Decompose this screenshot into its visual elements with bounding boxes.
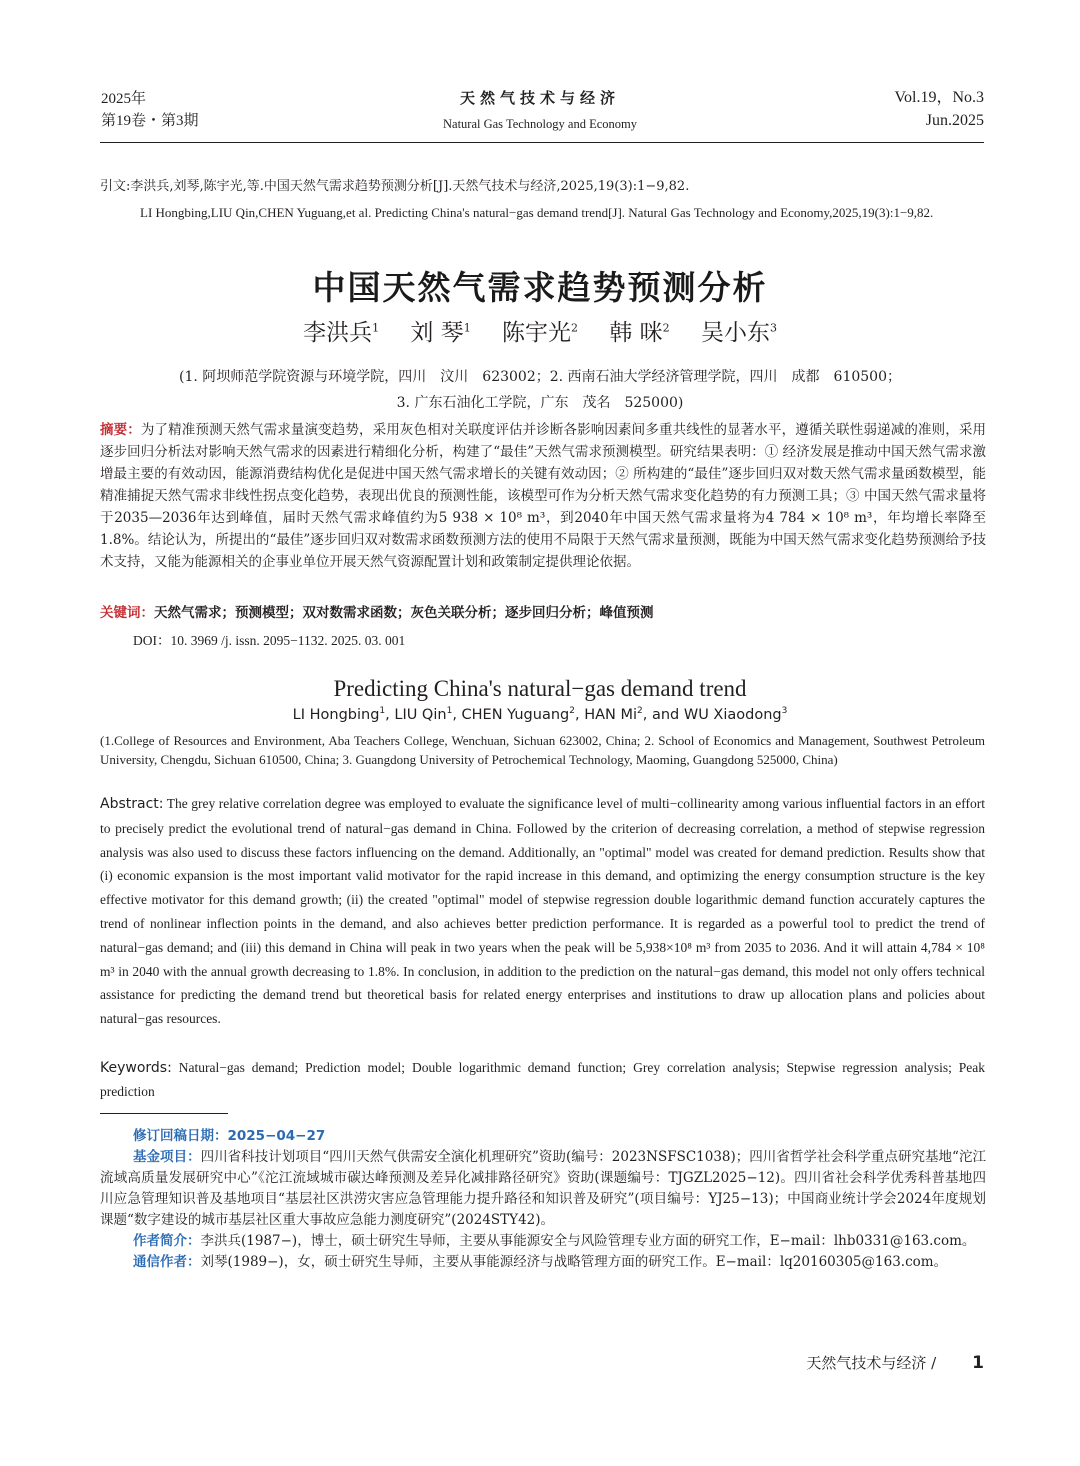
keywords-cn-text: 天然气需求；预测模型；双对数需求函数；灰色关联分析；逐步回归分析；峰值预测 xyxy=(154,605,654,621)
corresponding-author-note: 通信作者：刘琴(1989−)，女，硕士研究生导师，主要从事能源经济与战略管理方面的研究工作。E−mail：lq20160305@163.com。 xyxy=(133,1254,948,1270)
footer-journal: 天然气技术与经济 / xyxy=(806,1354,937,1372)
doi: DOI：10. 3969 /j. issn. 2095−1132. 2025. 03. 001 xyxy=(133,633,406,648)
citation-cn: 引文:李洪兵,刘琴,陈宇光,等.中国天然气需求趋势预测分析[J].天然气技术与经济,2025,19(3):1−9,82. xyxy=(100,179,690,194)
affiliations-en: (1.College of Resources and Environment, Aba Teachers College, Wenchuan, Sichuan 623002, China; 2. School of Economics and Management, Southwest Petroleum University, Chengdu, Sichuan 610500, China; 3. Guangdong University of Petrochemical Technology, Maoming, Guangdong 525000, China) xyxy=(100,733,985,767)
header-right xyxy=(895,86,985,132)
page-number: 1 xyxy=(972,1353,984,1373)
authors-en xyxy=(0,706,1080,723)
author-bio-note: 作者简介：李洪兵(1987−)，博士，硕士研究生导师，主要从事能源安全与风险管理专业方面的研究工作，E−mail：lhb0331@163.com。 xyxy=(133,1233,976,1249)
page-title: 中国天然气需求趋势预测分析 xyxy=(312,268,768,307)
authors-cn xyxy=(0,314,1080,347)
header-vol-no: Vol.19，No.3 xyxy=(894,89,984,106)
header-rule xyxy=(100,142,984,143)
citation-en: LI Hongbing,LIU Qin,CHEN Yuguang,et al. Predicting China's natural−gas demand trend[J]. Natural Gas Technology and Economy,2025,19(3):1−9,82. xyxy=(140,205,934,220)
header-year: 2025年 xyxy=(101,91,147,107)
keywords-en-text: Natural−gas demand; Prediction model; Double logarithmic demand function; Grey correlation analysis; Stepwise regression analysis; Peak prediction xyxy=(100,1060,985,1099)
keywords-en xyxy=(100,1056,985,1104)
abstract-cn xyxy=(100,419,986,573)
footnotes xyxy=(100,1126,986,1273)
abstract-en-label: Abstract: xyxy=(100,796,164,812)
abstract-cn-text: 为了精准预测天然气需求量演变趋势，采用灰色相对关联度评估并诊断各影响因素间多重共线性的显著水平，遵循关联性弱递减的准则，采用逐步回归分析法对影响天然气需求的因素进行精细化分析，构建了“最佳”天然气需求预测模型。研究结果表明：① 经济发展是推动中国天然气需求激增最主要的有效动因，能源消费结构优化是促进中国天然气需求增长的关键有效动因；② 所构建的“最佳”逐步回归双对数天然气需求量函数模型，能精准捕捉天然气需求非线性拐点变化趋势，表现出优良的预测性能，该模型可作为分析天然气需求变化趋势的有力预测工具；③ 中国天然气需求量将于2035—2036年达到峰值，届时天然气需求峰值约为5 938 × 10⁸ m³，到2040年中国天然气需求量将为4 784 × 10⁸ m³，年均增长率降至1.8%。结论认为，所提出的“最佳”逐步回归双对数需求函数预测方法的使用不局限于天然气需求量预测，既能为中国天然气需求变化趋势预测给予技术支持，又能为能源相关的企事业单位开展天然气资源配置计划和政策制定提供理论依据。 xyxy=(100,422,987,570)
author-en: LI Hongbing$^1$, xyxy=(292,706,395,723)
keywords-en-label: Keywords: xyxy=(100,1060,172,1076)
affiliation-line: 3. 广东石油化工学院，广东 茂名 525000) xyxy=(396,395,684,411)
abstract-en-text: The grey relative correlation degree was employed to evaluate the significance level of multi−collinearity among various influential factors in an effort to precisely predict the evolutional trend of natural−gas demand in China. Followed by the criterion of decreasing correlation, a method of stepwise regression analysis was also used to discuss these factors influencing on the demand. Additionally, an "optimal" model was created for demand prediction. Results show that (i) economic expansion is the most important valid motivator for the rapid increase in this demand, and optimizing the energy consumption structure is the key effective motivator for this demand growth; (ii) the created "optimal" model of stepwise regression double logarithmic demand function accurately captures the trend of nonlinear inflection points in the demand, and also achieves better prediction performance. It is regarded as a powerful tool to predict the trend of natural−gas demand; and (iii) this demand in China will peak in two years when the peak will be 5,938×10⁸ m³ from 2035 to 2036. And it will attain 4,784 × 10⁸ m³ in 2040 with the annual growth decreasing to 1.8%. In conclusion, in addition to the prediction on the natural−gas demand, this model not only offers technical assistance for predicting the demand trend but theoretical basis for related energy enterprises and institutions to draw up allocation plans and policies about natural−gas resources. xyxy=(100,796,985,1027)
author-en: HAN Mi$^2$, and xyxy=(584,706,684,723)
keywords-cn xyxy=(100,603,986,623)
page-footer xyxy=(806,1352,984,1373)
author: 韩 咪$^2$ xyxy=(609,320,670,346)
affiliation-line: (1. 阿坝师范学院资源与环境学院，四川 汶川 623002；2. 西南石油大学经济管理学院，四川 成都 610500； xyxy=(179,369,901,385)
footnote-rule xyxy=(100,1113,228,1114)
author-en: LIU Qin$^1$, xyxy=(394,706,462,723)
title-en: Predicting China's natural−gas demand trend xyxy=(333,676,747,701)
affiliations-cn xyxy=(0,364,1080,416)
abstract-en xyxy=(100,792,985,1031)
author: 陈宇光$^2$ xyxy=(502,320,578,346)
author: 刘 琴$^1$ xyxy=(410,320,471,346)
citation-block xyxy=(100,174,985,226)
abstract-cn-label: 摘要： xyxy=(100,422,141,438)
revised-date-note: 修订回稿日期：2025−04−27 xyxy=(133,1128,326,1144)
author: 李洪兵$^1$ xyxy=(303,320,380,346)
author-en: WU Xiaodong$^3$ xyxy=(683,706,788,723)
author: 吴小东$^3$ xyxy=(700,320,777,346)
header-date: Jun.2025 xyxy=(925,112,984,129)
keywords-cn-label: 关键词： xyxy=(100,605,154,621)
journal-name-en: Natural Gas Technology and Economy xyxy=(443,117,637,131)
header-volume-issue: 第19卷・第3期 xyxy=(101,113,199,129)
author-en: CHEN Yuguang$^2$, xyxy=(461,706,585,723)
fund-note: 基金项目：四川省科技计划项目“四川天然气供需安全演化机理研究”资助(编号：2023NSFSC1038)；四川省哲学社会科学重点研究基地“沱江流域高质量发展研究中心”《沱江流域城市碳达峰预测及差异化减排路径研究》资助(课题编号：TJGZL2025−12)。四川省社会科学优秀科普基地四川应急管理知识普及基地项目“基层社区洪涝灾害应急管理能力提升路径和知识普及研究”(项目编号：YJ25−13)；中国商业统计学会2024年度规划课题“数字建设的城市基层社区重大事故应急能力测度研究”(2024STY42)。 xyxy=(100,1149,987,1228)
journal-name-cn: 天然气技术与经济 xyxy=(459,89,620,107)
